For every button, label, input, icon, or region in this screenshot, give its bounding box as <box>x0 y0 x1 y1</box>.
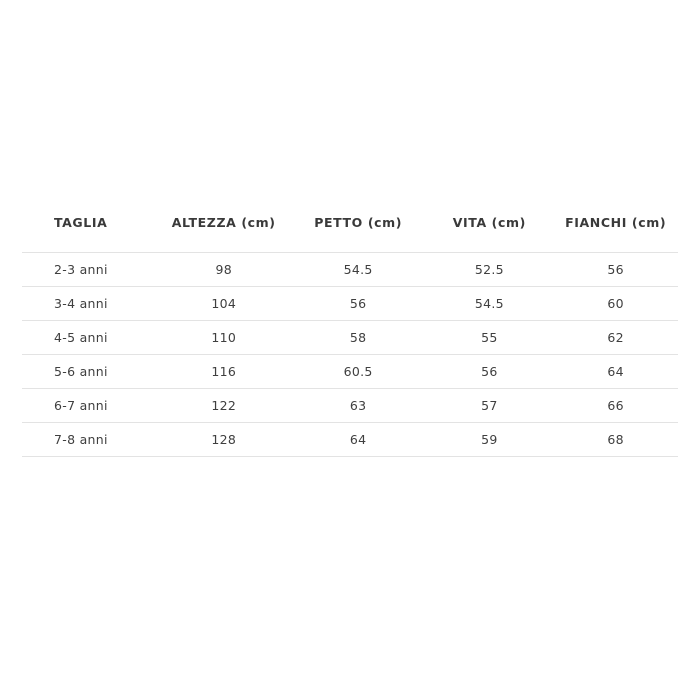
cell-petto: 60.5 <box>291 355 425 389</box>
size-chart-table <box>22 215 678 457</box>
cell-fianchi: 68 <box>553 423 678 457</box>
cell-petto: 64 <box>291 423 425 457</box>
cell-petto: 63 <box>291 389 425 423</box>
cell-size: 5-6 anni <box>22 355 156 389</box>
cell-altezza: 98 <box>156 253 290 287</box>
cell-vita: 59 <box>425 423 553 457</box>
cell-fianchi: 62 <box>553 321 678 355</box>
table-header-row <box>22 215 678 253</box>
cell-fianchi: 66 <box>553 389 678 423</box>
cell-fianchi: 56 <box>553 253 678 287</box>
table-header <box>22 215 678 253</box>
cell-altezza: 104 <box>156 287 290 321</box>
table-row <box>22 287 678 321</box>
cell-altezza: 128 <box>156 423 290 457</box>
cell-altezza: 122 <box>156 389 290 423</box>
column-header-petto: PETTO (cm) <box>314 215 403 230</box>
column-header-altezza: ALTEZZA (cm) <box>171 215 276 230</box>
table-body <box>22 253 678 457</box>
cell-vita: 56 <box>425 355 553 389</box>
table-row <box>22 423 678 457</box>
cell-vita: 52.5 <box>425 253 553 287</box>
cell-petto: 58 <box>291 321 425 355</box>
cell-altezza: 110 <box>156 321 290 355</box>
column-header-taglia: TAGLIA <box>54 215 108 230</box>
cell-petto: 56 <box>291 287 425 321</box>
cell-vita: 55 <box>425 321 553 355</box>
table-row <box>22 321 678 355</box>
cell-fianchi: 64 <box>553 355 678 389</box>
cell-size: 4-5 anni <box>22 321 156 355</box>
cell-size: 3-4 anni <box>22 287 156 321</box>
size-chart-table-wrapper <box>22 215 678 457</box>
cell-fianchi: 60 <box>553 287 678 321</box>
column-header-fianchi: FIANCHI (cm) <box>565 215 667 230</box>
table-row <box>22 355 678 389</box>
cell-altezza: 116 <box>156 355 290 389</box>
cell-size: 2-3 anni <box>22 253 156 287</box>
cell-size: 7-8 anni <box>22 423 156 457</box>
table-row <box>22 253 678 287</box>
column-header-vita: VITA (cm) <box>452 215 526 230</box>
cell-vita: 57 <box>425 389 553 423</box>
cell-petto: 54.5 <box>291 253 425 287</box>
cell-size: 6-7 anni <box>22 389 156 423</box>
cell-vita: 54.5 <box>425 287 553 321</box>
table-row <box>22 389 678 423</box>
